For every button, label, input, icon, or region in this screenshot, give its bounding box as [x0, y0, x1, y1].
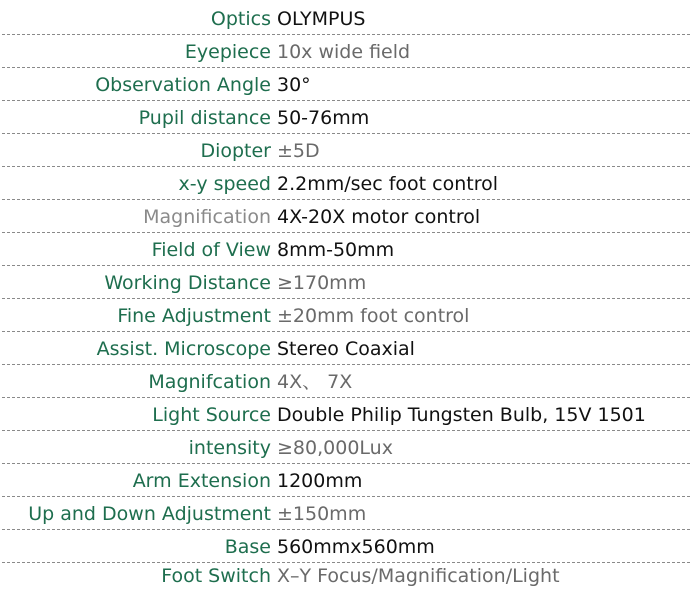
spec-row-field-of-view [0, 234, 692, 266]
spec-label: Fine Adjustment [117, 305, 271, 327]
row-divider [2, 166, 690, 167]
spec-row-working-distance [0, 267, 692, 299]
row-divider [2, 331, 690, 332]
spec-row-magnifcation [0, 366, 692, 398]
row-divider [2, 463, 690, 464]
spec-value: 560mmx560mm [277, 536, 435, 558]
spec-label: Working Distance [104, 272, 271, 294]
spec-value: Stereo Coaxial [277, 338, 415, 360]
spec-value: 4X、 7X [277, 371, 353, 393]
spec-row-fine-adjustment [0, 300, 692, 332]
row-divider [2, 232, 690, 233]
spec-row-up-down-adjustment [0, 498, 692, 530]
spec-row-optics [0, 3, 692, 35]
spec-value: 50-76mm [277, 107, 370, 129]
spec-label: Base [224, 536, 271, 558]
spec-label: Optics [210, 8, 271, 30]
row-divider [2, 265, 690, 266]
row-divider [2, 34, 690, 35]
spec-value: 30° [277, 74, 311, 96]
spec-value: ±5D [277, 140, 320, 162]
spec-row-pupil-distance [0, 102, 692, 134]
spec-value: ≥170mm [277, 272, 367, 294]
spec-label: Magnification [143, 206, 271, 228]
spec-label: x-y speed [178, 173, 271, 195]
spec-label: Assist. Microscope [96, 338, 271, 360]
spec-value: 8mm-50mm [277, 239, 395, 261]
spec-row-intensity [0, 432, 692, 464]
spec-value: ±150mm [277, 503, 367, 525]
row-divider [2, 529, 690, 530]
spec-label: Eyepiece [184, 41, 271, 63]
spec-row-eyepiece [0, 36, 692, 68]
row-divider [2, 430, 690, 431]
spec-value: 1200mm [277, 470, 363, 492]
row-divider [2, 199, 690, 200]
spec-row-magnification [0, 201, 692, 233]
spec-label: Pupil distance [138, 107, 271, 129]
spec-label: Diopter [200, 140, 271, 162]
spec-label: Field of View [151, 239, 271, 261]
spec-row-light-source [0, 399, 692, 431]
row-divider [2, 100, 690, 101]
row-divider [2, 133, 690, 134]
spec-label: Arm Extension [132, 470, 271, 492]
spec-label: intensity [188, 437, 271, 459]
spec-label: Foot Switch [161, 565, 271, 587]
spec-label: Magnifcation [148, 371, 271, 393]
spec-label: Up and Down Adjustment [28, 503, 271, 525]
spec-row-assist-microscope [0, 333, 692, 365]
spec-label: Observation Angle [95, 74, 271, 96]
spec-value: OLYMPUS [277, 8, 366, 30]
row-divider [2, 364, 690, 365]
spec-value: X–Y Focus/Magnification/Light [277, 565, 560, 587]
spec-value: Double Philip Tungsten Bulb, 15V 1501 [277, 404, 646, 426]
row-divider [2, 67, 690, 68]
spec-row-diopter [0, 135, 692, 167]
spec-row-xy-speed [0, 168, 692, 200]
row-divider [2, 298, 690, 299]
spec-row-observation-angle [0, 69, 692, 101]
spec-row-foot-switch [0, 560, 692, 592]
row-divider [2, 397, 690, 398]
spec-value: 4X-20X motor control [277, 206, 481, 228]
spec-row-arm-extension [0, 465, 692, 497]
spec-label: Light Source [152, 404, 271, 426]
row-divider [2, 496, 690, 497]
spec-value: 2.2mm/sec foot control [277, 173, 498, 195]
spec-value: ±20mm foot control [277, 305, 470, 327]
spec-value: 10x wide field [277, 41, 411, 63]
spec-row-base [0, 531, 692, 563]
spec-value: ≥80,000Lux [277, 437, 393, 459]
